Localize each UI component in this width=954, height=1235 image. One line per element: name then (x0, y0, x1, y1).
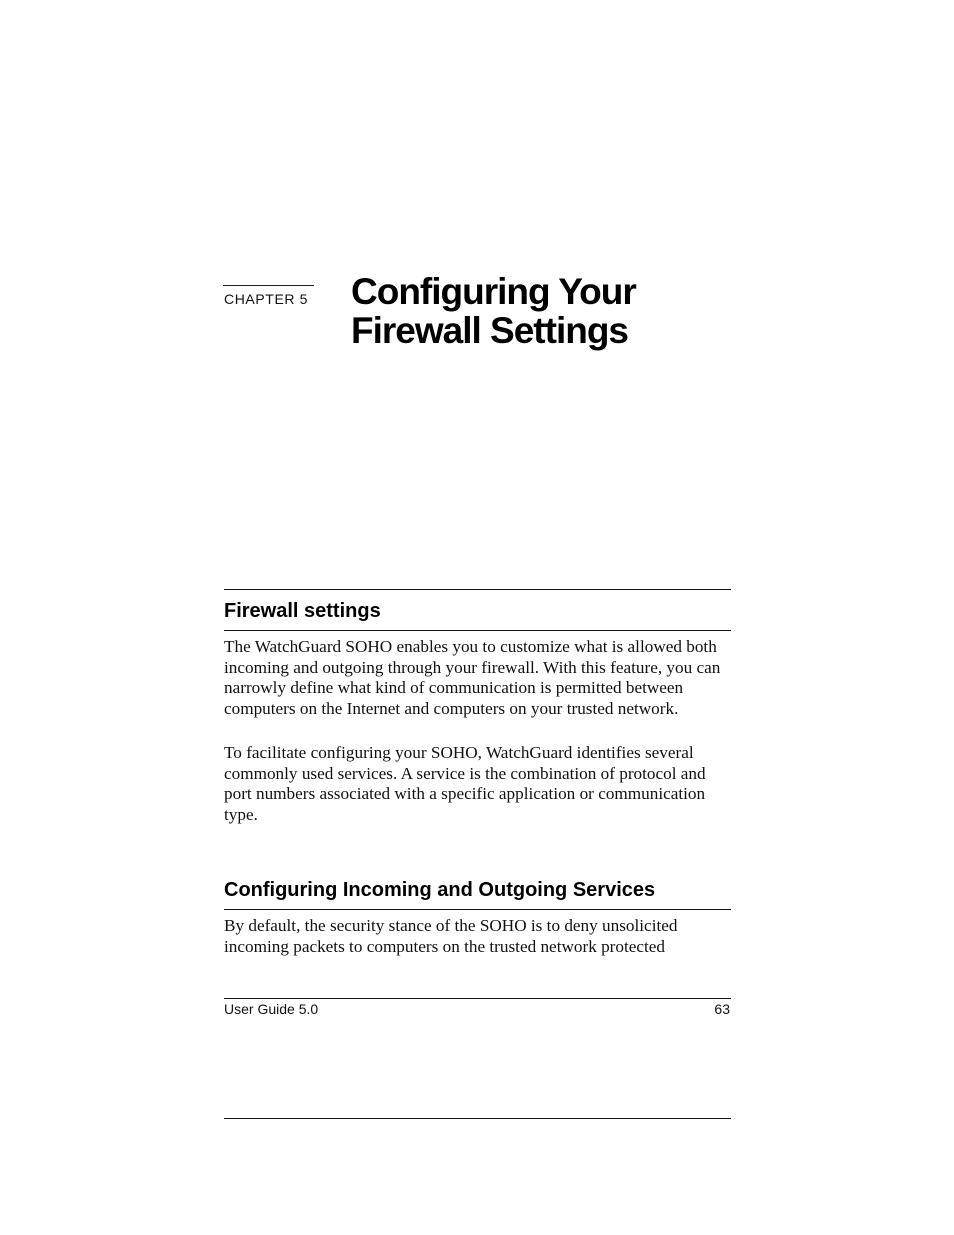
section-heading-rule (224, 909, 731, 910)
bottom-rule (224, 1118, 731, 1119)
paragraph: To facilitate configuring your SOHO, WatchGuard identifies several commonly used services. A service is the combination of protocol and port numbers associated with a specific application or communication type. (224, 743, 706, 824)
section-heading-firewall-settings: Firewall settings (224, 600, 381, 622)
section-top-rule (224, 589, 731, 590)
chapter-label: CHAPTER 5 (224, 291, 308, 307)
chapter-title-line-1: Configuring Your (351, 271, 636, 312)
chapter-title (351, 272, 771, 350)
chapter-title-line-2: Firewall Settings (351, 310, 629, 351)
chapter-rule (223, 285, 314, 286)
footer-rule (224, 998, 731, 999)
footer-guide-title: User Guide 5.0 (224, 1001, 319, 1017)
section-heading-rule (224, 630, 731, 631)
paragraph: The WatchGuard SOHO enables you to customize what is allowed both incoming and outgoing through your firewall. With this feature, you can narrowly define what kind of communication is permitted between computers on the Internet and computers on your trusted network. (224, 637, 721, 718)
page-number: 63 (714, 1001, 730, 1017)
section-heading-configuring-services: Configuring Incoming and Outgoing Services (224, 879, 656, 901)
paragraph: By default, the security stance of the SOHO is to deny unsolicited incoming packets to computers on the trusted network protected (224, 916, 678, 956)
